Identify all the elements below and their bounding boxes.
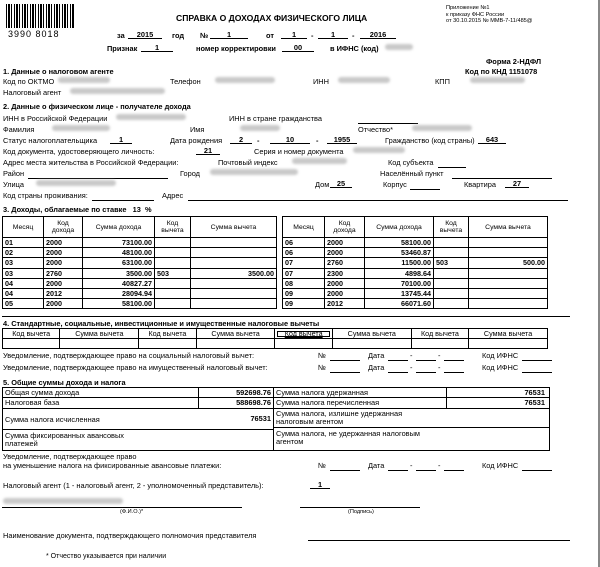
label-ifns: в ИФНС (код) [330,44,379,53]
total-income-value: 592698.76 [236,388,271,397]
table-cell [191,258,277,268]
table-row [283,258,548,268]
notice-ifns-label: Код ИФНС [482,461,519,470]
col-header: Сумма дохода [83,217,155,238]
deduction-col-header: Сумма вычета [332,329,411,339]
totals-grid [2,387,550,451]
line [92,200,154,201]
line [388,360,408,361]
line [410,189,440,190]
table-cell: 58100.00 [83,299,155,309]
table-cell [434,278,469,288]
line [416,470,436,471]
line [452,178,552,179]
label-kpp: КПП [435,77,450,86]
line [522,372,552,373]
label-agent: Налоговый агент [3,88,62,97]
line [330,360,360,361]
label-korr: номер корректировки [196,44,276,53]
table-cell: 08 [283,278,325,288]
table-cell [434,238,469,248]
table-cell: 503 [434,258,469,268]
deduction-col-header: Код вычета [139,329,196,339]
redacted [215,77,275,83]
label-inn-rf: ИНН в Российской Федерации [3,114,108,123]
table-cell: 03 [3,268,44,278]
deduction-cell[interactable] [275,339,332,349]
label-citizenship: Гражданство (код страны) [385,136,475,145]
table-row [3,278,277,288]
total-income-label: Общая сумма дохода [5,388,80,397]
table-cell: 06 [283,238,325,248]
line [388,372,408,373]
redacted [70,88,165,94]
barcode [6,4,74,28]
table-cell [469,238,548,248]
fio-caption: (Ф.И.О.)* [120,509,144,515]
table-cell: 04 [3,288,44,298]
table-cell: 11500.00 [365,258,434,268]
table-cell: 70100.00 [365,278,434,288]
line [416,360,436,361]
table-cell: 40827.27 [83,278,155,288]
label-priznak: Признак [107,44,138,53]
table-cell: 2000 [44,258,83,268]
citizenship-field[interactable]: 643 [478,136,506,144]
table-cell: 63100.00 [83,258,155,268]
table-row [3,299,277,309]
notice-property-label: Уведомление, подтверждающее право на имущественный налоговый вычет: [3,363,268,372]
table-cell: 500.00 [469,258,548,268]
grid-line [446,388,447,408]
label-region-code: Код субъекта [388,158,434,167]
deduction-cell[interactable] [469,339,548,349]
notice-date-label: Дата [368,351,385,360]
notice-fixed-label-2: на уменьшение налога на фиксированные авансовые платежи: [3,461,222,470]
dash: - [410,461,413,470]
label-inn: ИНН [313,77,329,86]
label-num: № [200,31,209,40]
notice-fixed-label-1: Уведомление, подтверждающее право [3,452,137,461]
grid-line [273,427,549,428]
deduction-cell[interactable] [332,339,411,349]
table-cell: 2000 [325,248,365,258]
table-cell: 3500.00 [83,268,155,278]
label-district: Район [3,169,25,178]
label-patronymic: Отчество* [358,125,394,134]
table-cell [191,288,277,298]
tax-withheld-value: 76531 [524,388,545,397]
line [2,507,242,508]
table-cell [191,248,277,258]
redacted [292,158,347,164]
table-cell [155,278,191,288]
table-cell [155,288,191,298]
table-cell [469,299,548,309]
table-cell [469,268,548,278]
tax-transferred-label: Сумма налога перечисленная [276,398,380,407]
table-row [283,288,548,298]
line [444,360,464,361]
table-cell: 73100.00 [83,238,155,248]
table-cell [434,248,469,258]
section-1-title: 1. Данные о налоговом агенте [3,67,114,76]
label-status: Статус налогоплательщика [3,136,98,145]
grid-line [3,429,273,430]
table-row [3,258,277,268]
line [330,470,360,471]
month-field[interactable]: 1 [318,31,348,39]
deduction-col-header: Код вычета [411,329,468,339]
col-header: Сумма вычета [191,217,277,238]
label-city: Город [180,169,200,178]
redacted [116,114,186,120]
line [444,470,464,471]
dob-day[interactable]: 2 [230,136,252,144]
divider [2,316,570,317]
rate-value: 13 [132,205,141,214]
deduction-col-header: Код вычета [275,329,332,339]
label-za: за [117,31,125,40]
doc-name-label: Наименование документа, подтверждающего полномочия представителя [3,531,257,540]
label-inn-foreign: ИНН в стране гражданства [229,114,322,123]
col-header: Код вычета [155,217,191,238]
year-field[interactable]: 2015 [128,31,162,39]
table-cell [155,238,191,248]
line [188,200,568,201]
redacted [470,77,525,83]
redacted [36,180,116,186]
table-row [3,268,277,278]
table-cell: 3500.00 [191,268,277,278]
table-cell [155,299,191,309]
label-postcode: Почтовый индекс [218,158,278,167]
table-cell [191,299,277,309]
col-header: Код вычета [434,217,469,238]
dash: - [410,363,413,372]
deduction-col-header: Код вычета [3,329,60,339]
order-note: Приложение №1 к приказу ФНС России от 30.10.2015 № ММВ-7-11/485@ [446,5,533,24]
deduction-col-header: Сумма вычета [469,329,548,339]
line [28,178,168,179]
table-cell: 05 [3,299,44,309]
house-field[interactable]: 25 [330,180,352,188]
notice-date-label: Дата [368,363,385,372]
table-cell [434,299,469,309]
table-cell: 03 [3,258,44,268]
table-cell: 2012 [44,288,83,298]
notice-no-label: № [318,351,326,360]
day-field[interactable]: 1 [281,31,307,39]
col-header: Месяц [283,217,325,238]
agent-type-label: Налоговый агент (1 - налоговый агент, 2 - уполномоченный представитель): [3,481,264,490]
footnote: * Отчество указывается при наличии [46,553,167,560]
deduction-cell[interactable] [139,339,196,349]
table-cell: 09 [283,288,325,298]
label-god: год [172,31,185,40]
dash: - [438,461,441,470]
knd-code: Код по КНД 1151078 [465,67,538,76]
line [358,123,418,124]
label-address: Адрес места жительства в Российской Федерации: [3,158,179,167]
agent-type-field[interactable]: 1 [310,481,330,489]
barcode-number: 3990 8018 [8,29,60,39]
dob-month[interactable]: 10 [270,136,310,144]
income-table-left [2,216,277,309]
tax-calc-value: 76531 [250,414,271,423]
table-row [283,278,548,288]
doc-code-field[interactable]: 21 [196,147,220,155]
table-cell [434,268,469,278]
redacted [412,125,472,131]
deduction-cell[interactable] [411,339,468,349]
label-street: Улица [3,180,24,189]
deduction-cell[interactable] [196,339,275,349]
table-cell [434,288,469,298]
redacted [210,169,298,175]
label-address2: Адрес [162,191,184,200]
tax-base-label: Налоговая база [5,398,60,407]
table-cell: 2000 [44,299,83,309]
table-row [283,238,548,248]
label-flat: Квартира [464,180,496,189]
notice-ifns-label: Код ИФНС [482,351,519,360]
table-cell: 04 [3,278,44,288]
label-house: Дом [315,180,330,189]
table-cell: 53460.87 [365,248,434,258]
line [308,540,570,541]
redacted [353,147,405,153]
deduction-cell[interactable] [3,339,60,349]
notice-social-label: Уведомление, подтверждающее право на социальный налоговый вычет: [3,351,255,360]
fixed-adv-label: Сумма фиксированных авансовых платежей [5,431,124,448]
table-row [3,238,277,248]
table-cell: 2000 [325,288,365,298]
table-cell: 2300 [325,268,365,278]
label-doc-series: Серия и номер документа [254,147,344,156]
dash: - [257,136,260,145]
dash: - [410,351,413,360]
redacted [52,125,110,131]
table-cell: 2000 [44,248,83,258]
dash: - [316,136,319,145]
label-doc-code: Код документа, удостоверяющего личность: [3,147,155,156]
table-cell: 2000 [325,238,365,248]
deductions-table [2,328,548,349]
section-4-title: 4. Стандартные, социальные, инвестиционные и имущественные налоговые вычеты [3,319,320,328]
tax-calc-label: Сумма налога исчисленная [5,415,100,424]
dob-year[interactable]: 1955 [327,136,357,144]
col-header: Сумма вычета [469,217,548,238]
table-cell: 2000 [325,278,365,288]
redacted [240,125,280,131]
label-country-code: Код страны проживания: [3,191,88,200]
label-oktmo: Код по ОКТМО [3,77,55,86]
status-field[interactable]: 1 [110,136,132,144]
tax-transferred-value: 76531 [524,398,545,407]
table-cell [191,238,277,248]
col-header: Сумма дохода [365,217,434,238]
table-cell: 02 [3,248,44,258]
table-cell: 2012 [325,299,365,309]
label-dob: Дата рождения [170,136,223,145]
label-name: Имя [190,125,205,134]
line [416,372,436,373]
deduction-cell[interactable] [60,339,139,349]
notice-date-label: Дата [368,461,385,470]
label-locality: Населённый пункт [380,169,444,178]
label-phone: Телефон [170,77,201,86]
notice-ifns-label: Код ИФНС [482,363,519,372]
table-row [283,248,548,258]
deduction-col-header: Сумма вычета [196,329,275,339]
col-header: Код дохода [44,217,83,238]
tax-withheld-label: Сумма налога удержанная [276,388,368,397]
table-cell [469,278,548,288]
flat-field[interactable]: 27 [505,180,529,188]
korr-field[interactable]: 00 [282,44,314,52]
line [388,470,408,471]
line [438,167,466,168]
table-cell: 66071.60 [365,299,434,309]
table-cell: 13745.44 [365,288,434,298]
num-field[interactable]: 1 [210,31,248,39]
notice-no-label: № [318,363,326,372]
label-ot: от [266,31,274,40]
tax-not-withheld-label: Сумма налога, не удержанная налоговым агентом [276,429,420,446]
table-row [283,268,548,278]
section-3-title: 3. Доходы, облагаемые по ставке 13 % [3,205,152,214]
table-cell: 58100.00 [365,238,434,248]
label-building: Корпус [383,180,407,189]
doc-year-field[interactable]: 2016 [360,31,396,39]
table-cell: 06 [283,248,325,258]
table-cell: 01 [3,238,44,248]
table-cell: 2000 [44,278,83,288]
table-cell: 48100.00 [83,248,155,258]
table-cell: 2760 [44,268,83,278]
table-row [283,299,548,309]
form-name: Форма 2-НДФЛ [486,57,542,66]
dash: - [438,363,441,372]
table-cell: 2760 [325,258,365,268]
dash: - [352,31,355,40]
table-cell: 28094.94 [83,288,155,298]
tax-excess-label: Сумма налога, излишне удержанная налоговым агентом [276,409,403,426]
dash: - [311,31,314,40]
deduction-col-header: Сумма вычета [60,329,139,339]
dash: - [438,351,441,360]
redacted [385,44,413,50]
redacted [3,498,123,504]
line [522,360,552,361]
table-cell [469,248,548,258]
table-cell: 07 [283,258,325,268]
line [330,372,360,373]
grid-line [198,388,199,408]
table-cell [155,258,191,268]
table-cell: 503 [155,268,191,278]
line [444,372,464,373]
priznak-field[interactable]: 1 [141,44,173,52]
income-table-right [282,216,548,309]
table-cell: 09 [283,299,325,309]
line [300,507,420,508]
notice-no-label: № [318,461,326,470]
table-row [3,288,277,298]
table-cell: 2000 [44,238,83,248]
col-header: Код дохода [325,217,365,238]
line [522,470,552,471]
label-surname: Фамилия [3,125,35,134]
section-2-title: 2. Данные о физическом лице - получателе дохода [3,102,191,111]
section-5-title: 5. Общие суммы дохода и налога [3,378,126,387]
col-header: Месяц [3,217,44,238]
table-cell: 4898.64 [365,268,434,278]
tax-base-value: 588698.76 [236,398,271,407]
table-cell [155,248,191,258]
table-row [3,248,277,258]
table-cell [191,278,277,288]
table-cell: 07 [283,268,325,278]
redacted [338,77,390,83]
page-title: СПРАВКА О ДОХОДАХ ФИЗИЧЕСКОГО ЛИЦА [176,13,368,23]
sign-caption: (Подпись) [348,509,374,515]
table-cell [469,288,548,298]
redacted [58,77,110,83]
